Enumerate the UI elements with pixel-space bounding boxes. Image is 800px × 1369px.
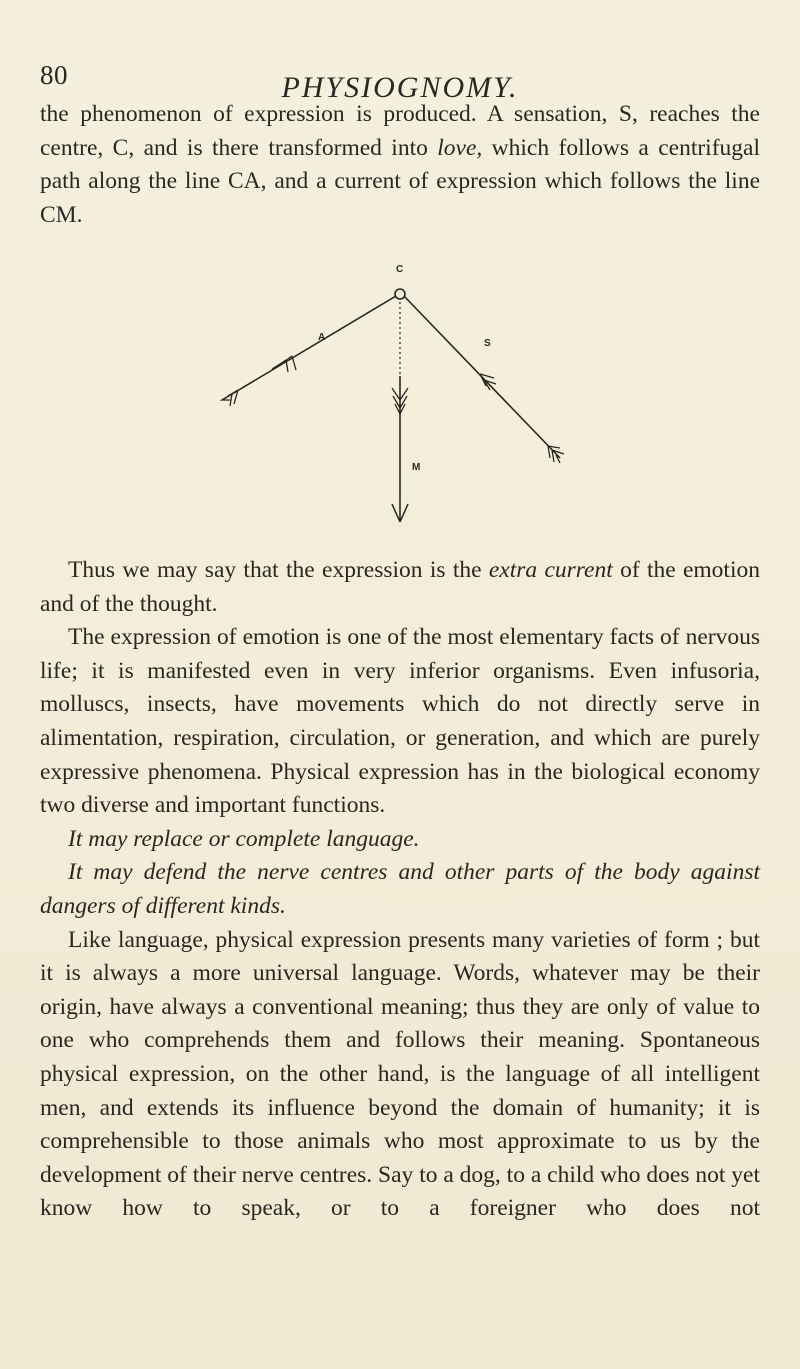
- label-c: C: [396, 264, 404, 275]
- arrow-ca-upper: [272, 356, 296, 372]
- nerve-diagram-svg: [200, 258, 620, 528]
- italic-text: It may replace or complete language.: [68, 825, 420, 852]
- running-title: PHYSIOGNOMY.: [281, 71, 519, 104]
- page-number: 80: [40, 60, 68, 90]
- body-text: the phenomenon of expression is produced. A sensation, S, reaches the centre, C, and is there transformed into: [40, 101, 760, 161]
- text-block-top: [40, 98, 760, 232]
- line-ca: [222, 296, 396, 400]
- centre-node: [395, 289, 405, 299]
- body-text: The expression of emotion is one of the most elementary facts of nervous life; it is manifested even in very inferior organisms. Even infusoria, molluscs, insects, have movements which do not directly serve in alimentation, respiration, circulation, or generation, and which are purely expressive phenomena. Physical expression has in the biological economy two diverse and important functions.: [40, 624, 760, 819]
- paragraph: [40, 98, 760, 232]
- paragraph: [40, 554, 760, 621]
- paragraph: [40, 823, 760, 857]
- body-text: of the emotion and of the thought.: [40, 557, 760, 617]
- italic-text: It may defend the nerve centres and other parts of the body against dangers of different kinds.: [40, 859, 760, 919]
- italic-text: love,: [437, 134, 483, 161]
- italic-text: extra current: [488, 557, 613, 583]
- body-text: Thus we may say that the expression is the: [68, 557, 489, 583]
- text-block-bottom: [40, 554, 760, 1226]
- body-text: which follows a centrifugal path along the line CA, and a current of expression which follows the line CM.: [40, 134, 761, 228]
- paragraph: [40, 856, 760, 923]
- label-s: S: [484, 338, 491, 349]
- body-text: Like language, physical expression presents many varieties of form ; but it is always a more universal language. Words, whatever may be their origin, have always a conventional meaning; thus they are only of value to one who comprehends them and follows their meaning. Spontaneous physical expression, on the other hand, is the language of all intelligent men, and extends its influence beyond the domain of humanity; it is comprehensible to those animals who most approximate to us by the development of their nerve centres. Say to a dog, to a child who does not yet know how to speak, or to a foreigner who does not: [40, 926, 760, 1222]
- nerve-diagram: [200, 258, 620, 528]
- paragraph: [40, 924, 760, 1226]
- label-a: A: [318, 332, 326, 343]
- label-m: M: [412, 462, 421, 473]
- paragraph: [40, 621, 760, 823]
